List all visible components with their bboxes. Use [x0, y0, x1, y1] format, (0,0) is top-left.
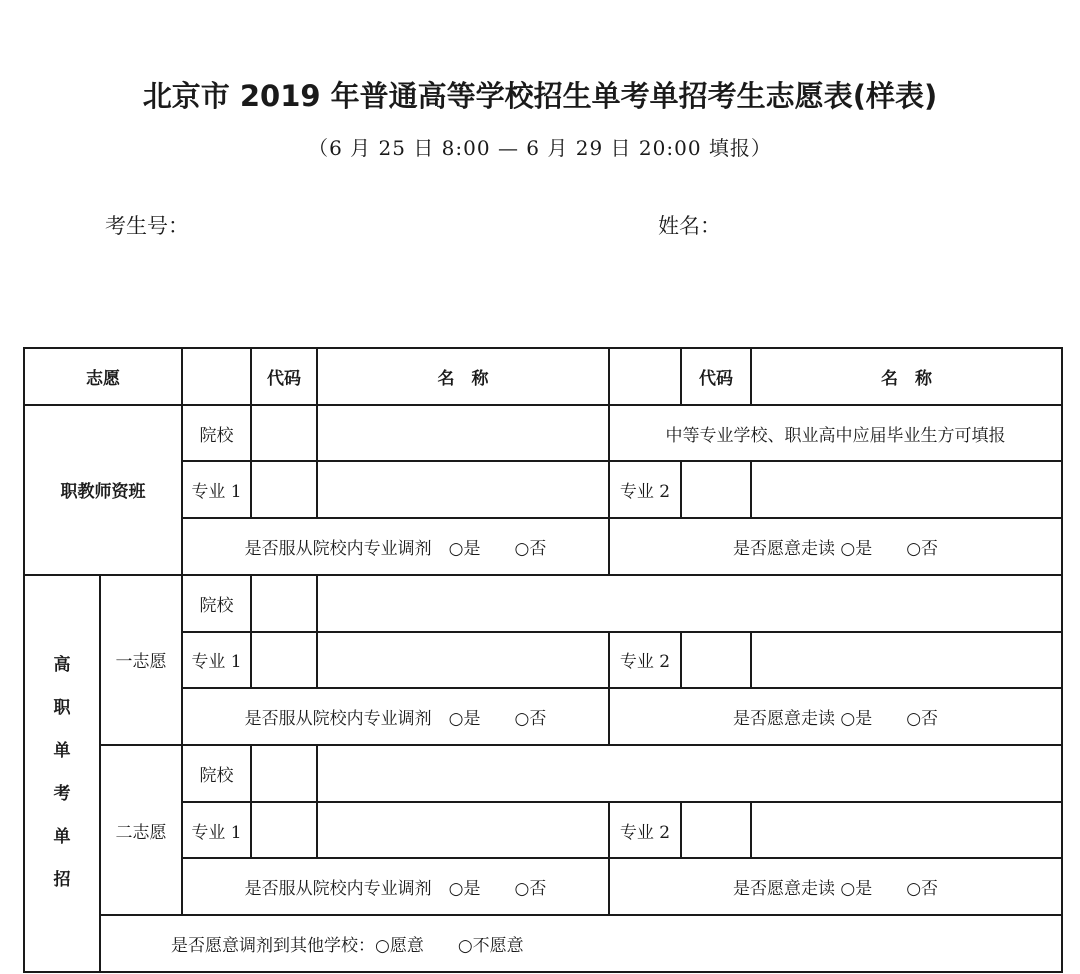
second-school-code-field[interactable]: [251, 745, 317, 802]
second-major2-code-field[interactable]: [681, 802, 751, 859]
hv-second-school-row: [24, 745, 1062, 802]
exam-number-label: 考生号：: [105, 214, 189, 238]
header-name-1: 名 称: [317, 348, 609, 405]
first-major1-label: 专业 1: [182, 632, 251, 689]
vt-major2-label: 专业 2: [609, 461, 681, 518]
second-major1-label: 专业 1: [182, 802, 251, 859]
transfer-other-school-option[interactable]: 是否愿意调剂到其他学校：○愿意 ○不愿意: [100, 915, 1062, 972]
vt-school-name-field[interactable]: [317, 405, 609, 462]
first-day-student-option[interactable]: 是否愿意走读 ○是 ○否: [609, 688, 1062, 745]
form-title: 北京市 2019 年普通高等学校招生单考单招考生志愿表(样表): [142, 79, 938, 113]
second-choice-label: 二志愿: [100, 745, 182, 915]
second-obey-adjustment-option[interactable]: 是否服从院校内专业调剂 ○是 ○否: [182, 858, 609, 915]
second-day-student-option[interactable]: 是否愿意走读 ○是 ○否: [609, 858, 1062, 915]
section-higher-vocational: 高 职 单 考 单 招: [24, 575, 100, 972]
vt-major2-code-field[interactable]: [681, 461, 751, 518]
vt-school-label: 院校: [182, 405, 251, 462]
vt-obey-adjustment-option[interactable]: 是否服从院校内专业调剂 ○是 ○否: [182, 518, 609, 575]
hv-transfer-row: [24, 915, 1062, 972]
section-vocational-teacher: 职教师资班: [24, 405, 182, 575]
first-major2-label: 专业 2: [609, 632, 681, 689]
vt-major1-name-field[interactable]: [317, 461, 609, 518]
header-blank-1: [182, 348, 251, 405]
name-label: 姓名：: [658, 214, 721, 238]
header-blank-2: [609, 348, 681, 405]
vt-major1-label: 专业 1: [182, 461, 251, 518]
first-major2-name-field[interactable]: [751, 632, 1062, 689]
first-major1-code-field[interactable]: [251, 632, 317, 689]
vt-major1-code-field[interactable]: [251, 461, 317, 518]
table-header-row: [24, 348, 1062, 405]
second-major1-name-field[interactable]: [317, 802, 609, 859]
header-name-2: 名 称: [751, 348, 1062, 405]
first-obey-adjustment-option[interactable]: 是否服从院校内专业调剂 ○是 ○否: [182, 688, 609, 745]
vt-school-row: [24, 405, 1062, 462]
vt-school-code-field[interactable]: [251, 405, 317, 462]
header-code-1: 代码: [251, 348, 317, 405]
first-choice-label: 一志愿: [100, 575, 182, 745]
header-volunteer: 志愿: [24, 348, 182, 405]
first-school-code-field[interactable]: [251, 575, 317, 632]
second-school-name-field[interactable]: [317, 745, 1062, 802]
second-major2-label: 专业 2: [609, 802, 681, 859]
first-school-label: 院校: [182, 575, 251, 632]
first-major1-name-field[interactable]: [317, 632, 609, 689]
header-code-2: 代码: [681, 348, 751, 405]
hv-first-school-row: [24, 575, 1062, 632]
vt-day-student-option[interactable]: 是否愿意走读 ○是 ○否: [609, 518, 1062, 575]
second-major1-code-field[interactable]: [251, 802, 317, 859]
vt-eligibility-note: 中等专业学校、职业高中应届毕业生方可填报: [609, 405, 1062, 462]
first-school-name-field[interactable]: [317, 575, 1062, 632]
application-table: [23, 347, 1063, 973]
first-major2-code-field[interactable]: [681, 632, 751, 689]
vt-major2-name-field[interactable]: [751, 461, 1062, 518]
form-subtitle: （6 月 25 日 8:00 — 6 月 29 日 20:00 填报）: [308, 136, 772, 160]
second-school-label: 院校: [182, 745, 251, 802]
second-major2-name-field[interactable]: [751, 802, 1062, 859]
